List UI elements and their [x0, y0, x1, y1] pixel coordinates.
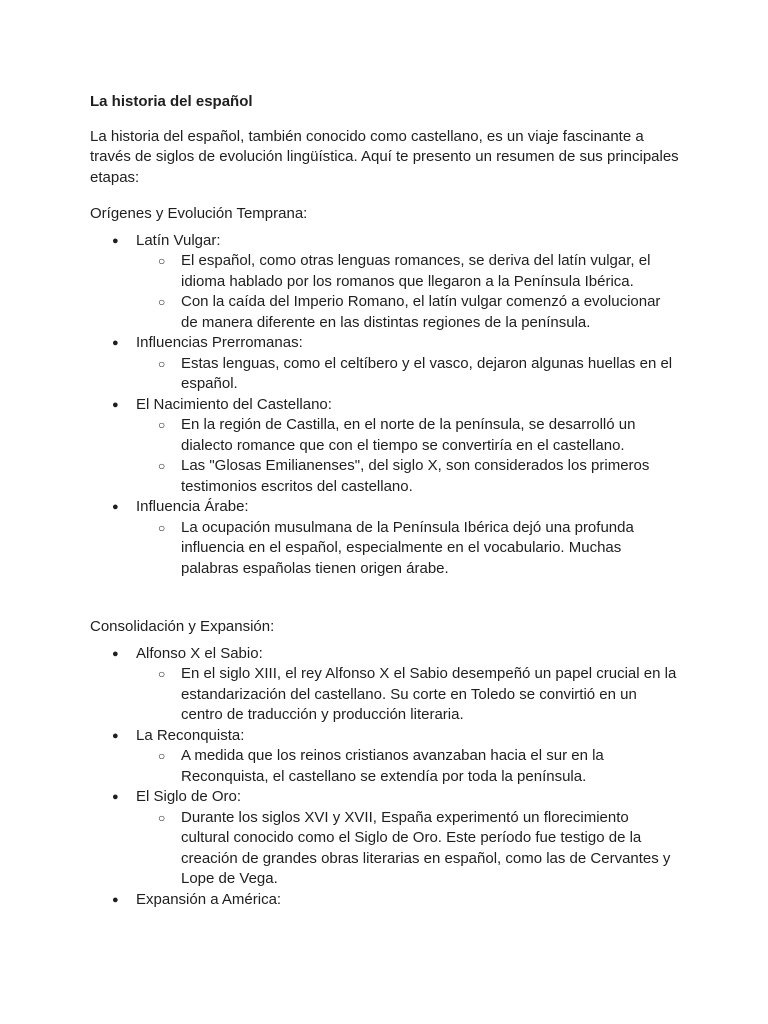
list-item	[90, 231, 680, 334]
list-item-label: La Reconquista:	[136, 726, 245, 744]
sub-bullet-list	[136, 415, 680, 497]
section-heading: Consolidación y Expansión:	[90, 618, 275, 635]
sub-list-item: ○ En el siglo XIII, el rey Alfonso X el Sabio desempeñó un papel crucial en la estandarización del castellano. Su corte en Toledo se convirtió en un centro de traducción y producción literaria.	[136, 664, 680, 726]
sub-list-item: ○ Con la caída del Imperio Romano, el latín vulgar comenzó a evolucionar de manera diferente en las distintas regiones de la península.	[136, 292, 680, 333]
list-item	[90, 395, 680, 498]
sub-bullet-list	[136, 664, 680, 726]
list-item-label: Influencias Prerromanas:	[136, 334, 303, 351]
list-item-label: Alfonso X el Sabio:	[136, 644, 263, 662]
sub-list-item: ○ El español, como otras lenguas romances, se deriva del latín vulgar, el idioma hablado por los romanos que llegaron a la Península Ibérica.	[136, 251, 680, 292]
sub-bullet-list	[136, 518, 680, 580]
bullet-list	[90, 644, 680, 911]
list-item-label: Latín Vulgar:	[136, 231, 221, 249]
section-heading: Orígenes y Evolución Temprana:	[90, 205, 308, 222]
sub-bullet-list	[136, 746, 680, 787]
list-item	[90, 890, 680, 911]
sub-bullet-list	[136, 251, 680, 333]
sub-list-item: ○ La ocupación musulmana de la Península Ibérica dejó una profunda influencia en el español, especialmente en el vocabulario. Muchas palabras españolas tienen origen árabe.	[136, 518, 680, 580]
sub-bullet-list	[136, 354, 680, 395]
document-page	[90, 92, 680, 910]
intro-paragraph: La historia del español, también conocido como castellano, es un viaje fascinante a través de siglos de evolución lingüística. Aquí te presento un resumen de sus principales etapas:	[90, 127, 679, 186]
document-title: La historia del español	[90, 93, 253, 110]
sub-list-item: ○ Durante los siglos XVI y XVII, España experimentó un florecimiento cultural conocido como el Siglo de Oro. Este período fue testigo de la creación de grandes obras literarias en español, como las de Cervantes y Lope de Vega.	[136, 808, 680, 890]
sub-list-item: ○ Estas lenguas, como el celtíbero y el vasco, dejaron algunas huellas en el español.	[136, 354, 680, 395]
sections-container	[90, 204, 680, 910]
list-item	[90, 644, 680, 726]
section-spacer	[90, 579, 680, 617]
list-item	[90, 726, 680, 788]
bullet-list	[90, 231, 680, 580]
sub-list-item: ○ Las "Glosas Emilianenses", del siglo X, son considerados los primeros testimonios escritos del castellano.	[136, 456, 680, 497]
sub-list-item: ○ En la región de Castilla, en el norte de la península, se desarrolló un dialecto romance que con el tiempo se convertiría en el castellano.	[136, 415, 680, 456]
sub-list-item: ○ A medida que los reinos cristianos avanzaban hacia el sur en la Reconquista, el castellano se extendía por toda la península.	[136, 746, 680, 787]
sub-bullet-list	[136, 808, 680, 890]
list-item-label: El Siglo de Oro:	[136, 788, 242, 805]
list-item	[90, 333, 680, 395]
list-item-label: Influencia Árabe:	[136, 498, 249, 515]
list-item	[90, 497, 680, 579]
list-item-label: El Nacimiento del Castellano:	[136, 395, 332, 413]
list-item-label: Expansión a América:	[136, 890, 282, 908]
list-item	[90, 787, 680, 890]
